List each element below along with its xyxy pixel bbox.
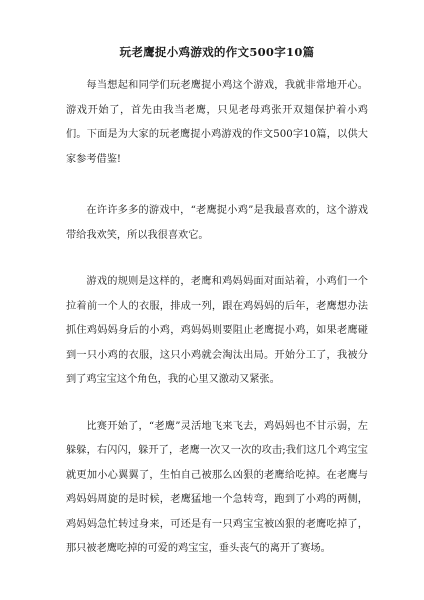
paragraph-game-rules: 游戏的规则是这样的，老鹰和鸡妈妈面对面站着，小鸡们一个拉着前一个人的衣服，排成一列，跟在鸡妈妈的后年，老鹰想办法抓住鸡妈妈身后的小鸡，鸡妈妈则要阻止老鹰捉小鸡，如果老鹰碰到一只小鸡的衣服，这只小鸡就会淘汰出局。开始分工了，我被分到了鸡宝宝这个角色，我的心里又激动又紧张。 xyxy=(66,276,368,385)
paragraph-game-play: 比赛开始了，“老鹰”灵活地飞来飞去，鸡妈妈也不甘示弱，左躲躲，右闪闪，躲开了，老鹰一次又一次的攻击;我们这几个鸡宝宝就更加小心翼翼了，生怕自己被那么凶狠的老鹰给吃掉。在老鹰与鸡妈妈周旋的是时候，老鹰猛地一个急转弯，跑到了小鸡的两侧，鸡妈妈急忙转过身来，可还是有一只鸡宝宝被凶狠的老鹰吃掉了，那只被老鹰吃掉的可爱的鸡宝宝，垂头丧气的离开了赛场。 xyxy=(66,420,368,554)
paragraph-favorite-game: 在许许多多的游戏中，“老鹰捉小鸡”是我最喜欢的，这个游戏带给我欢笑，所以我很喜欢它。 xyxy=(66,205,368,241)
document-title: 玩老鹰捉小鸡游戏的作文500字10篇 xyxy=(119,45,315,59)
paragraph-intro: 每当想起和同学们玩老鹰捉小鸡这个游戏，我就非常地开心。游戏开始了，首先由我当老鹰，只见老母鸡张开双翅保护着小鸡们。下面是为大家的玩老鹰捉小鸡游戏的作文500字10篇，以供大家参考借鉴! xyxy=(66,80,368,165)
